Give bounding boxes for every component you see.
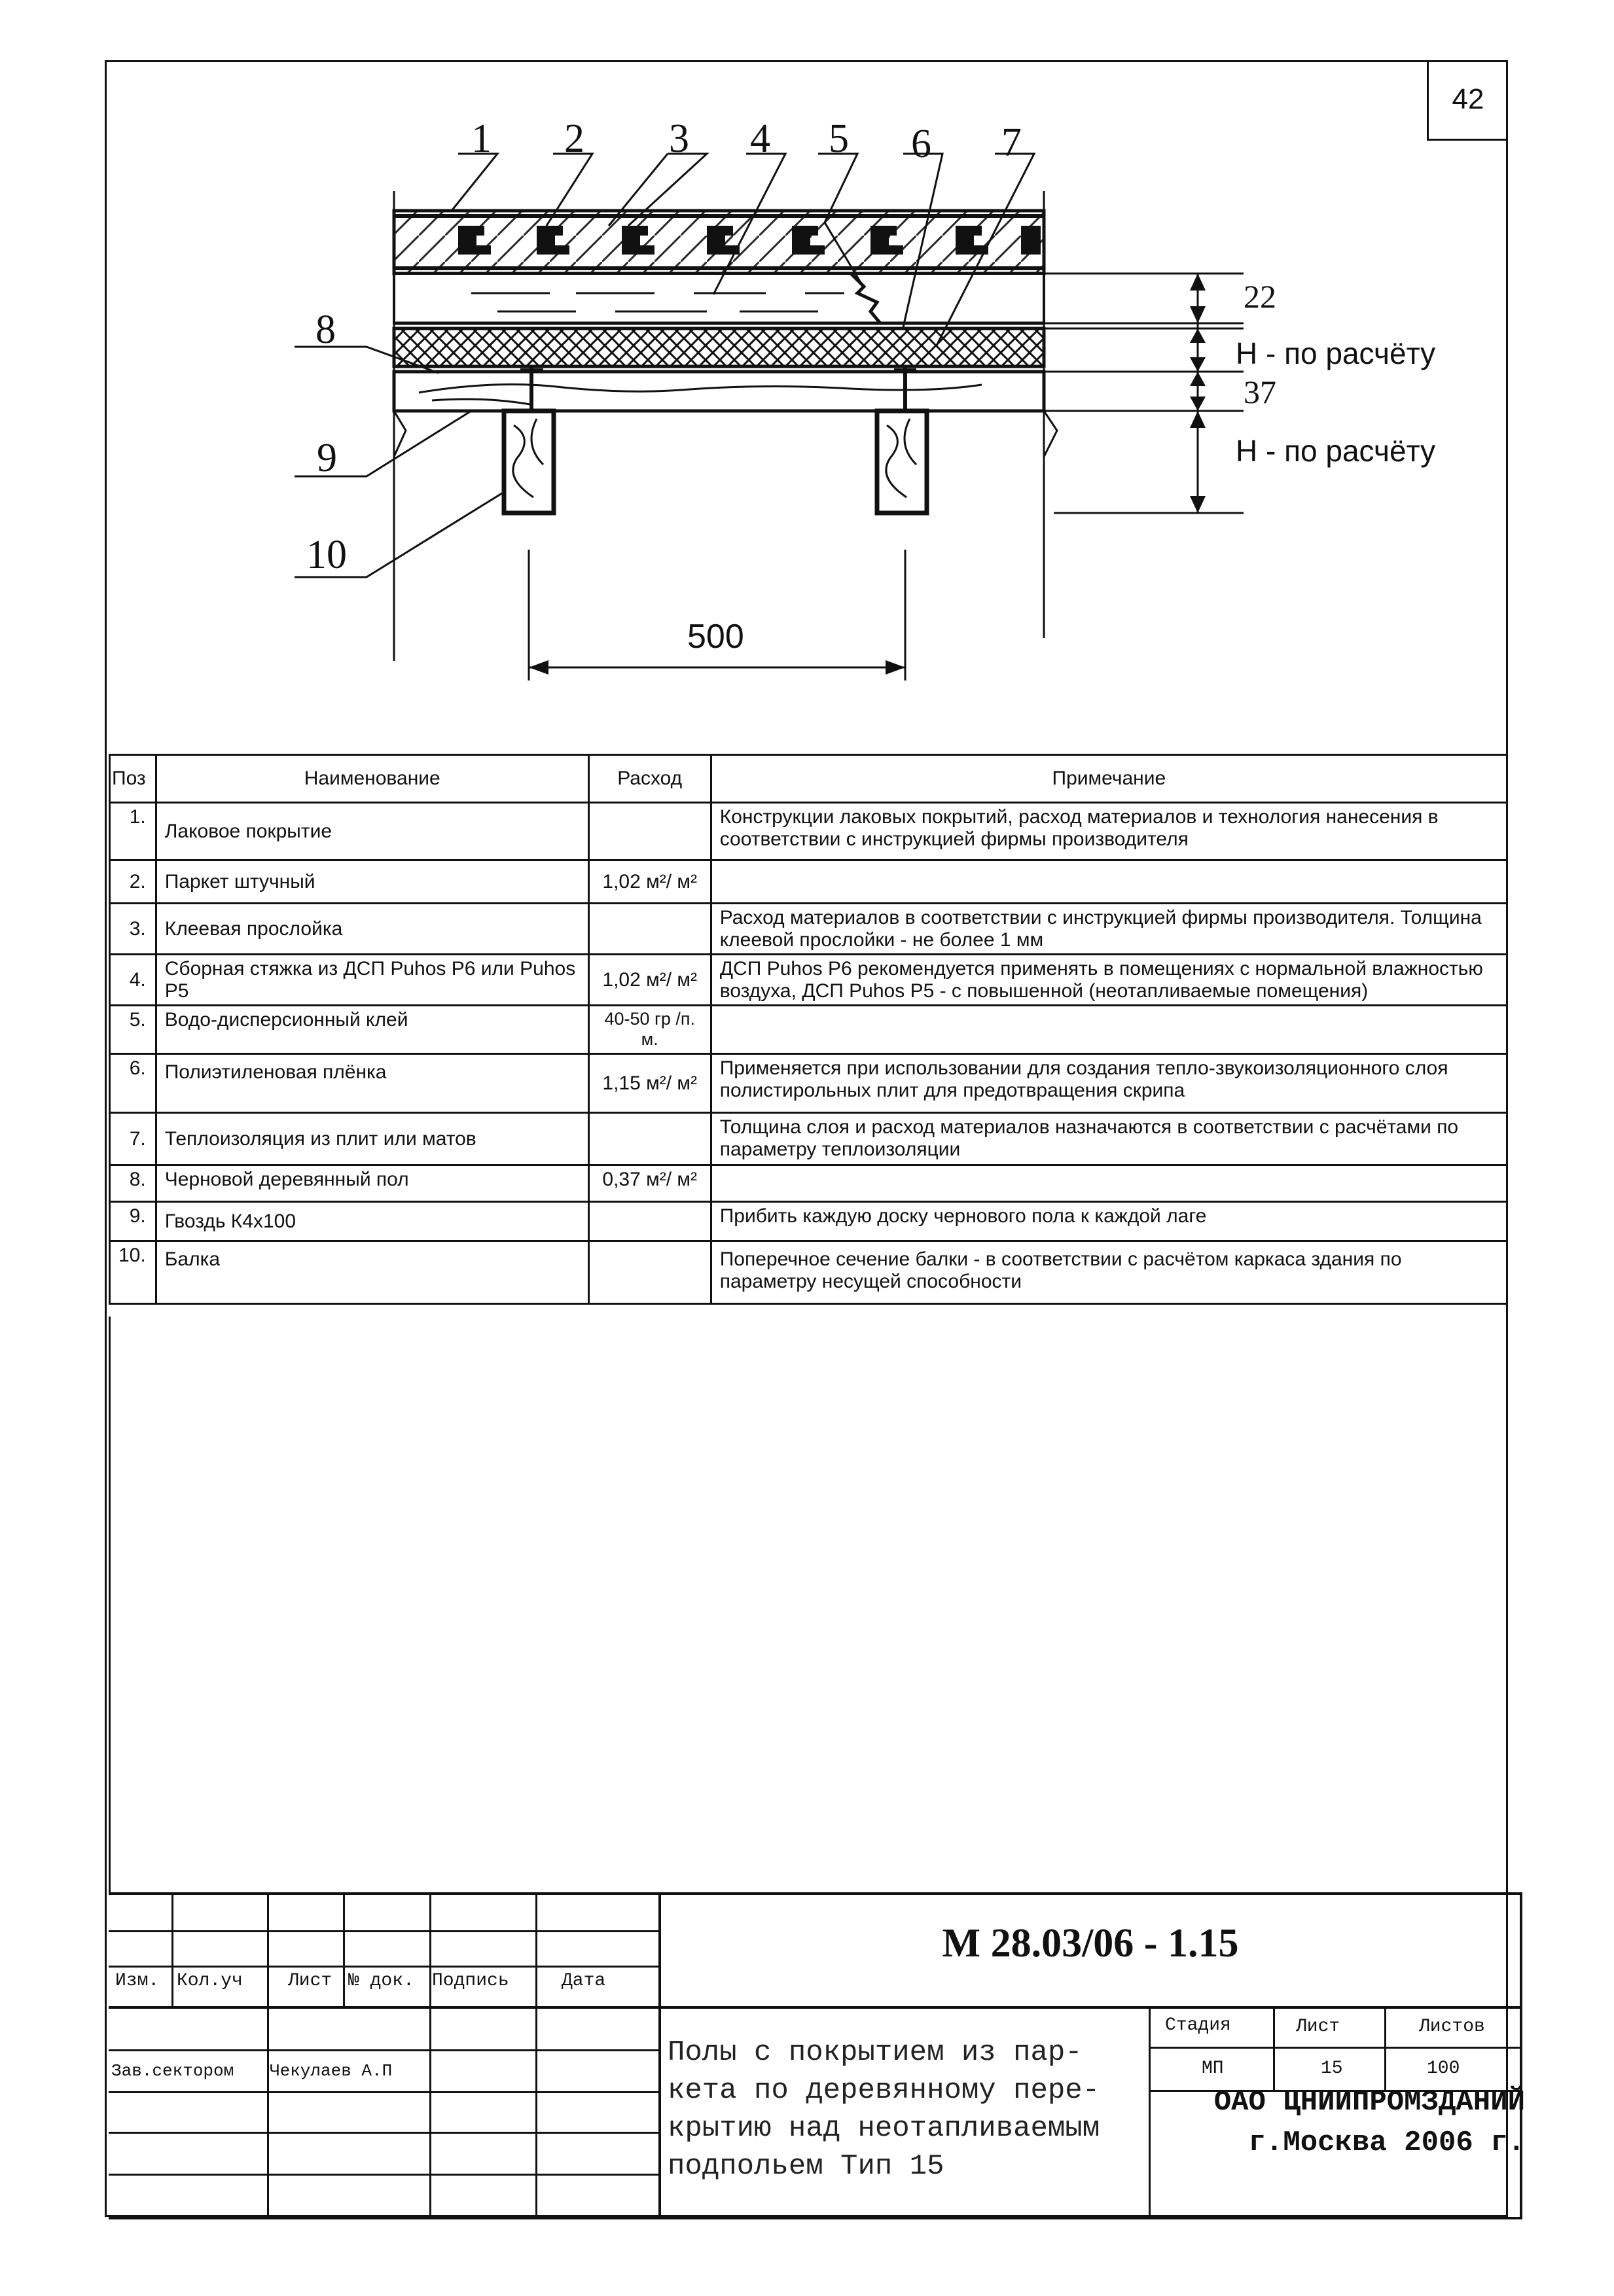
document-title xyxy=(668,2034,1152,2185)
row-name: Теплоизоляция из плит или матов xyxy=(156,1113,588,1165)
row-note: Расход материалов в соответствии с инструкцией фирмы производителя. Толщина клеевой прослойки - не более 1 мм xyxy=(711,904,1507,955)
row-pos: 1. xyxy=(110,803,156,860)
document-code: М 28.03/06 - 1.15 xyxy=(942,1921,1239,1966)
row-pos: 5. xyxy=(110,1006,156,1054)
span-dimension xyxy=(529,550,905,680)
header-note: Примечание xyxy=(711,755,1507,803)
pos-label-6: 6 xyxy=(911,122,931,166)
subfloor-layer xyxy=(394,372,1044,411)
table-row xyxy=(110,955,1507,1006)
row-note: Поперечное сечение балки - в соответствии с расчётом каркаса здания по параметру несущей способности xyxy=(711,1241,1507,1304)
pos-label-5: 5 xyxy=(829,116,849,161)
table-left-rule xyxy=(109,1316,111,1892)
stamp-col-kolvo: Кол.уч xyxy=(177,1971,243,1991)
pos-label-1: 1 xyxy=(471,116,492,161)
organization xyxy=(1158,2082,1525,2163)
row-name: Клеевая прослойка xyxy=(156,904,588,955)
row-pos: 8. xyxy=(110,1165,156,1202)
stamp-person: Чекулаев А.П xyxy=(270,2061,393,2081)
stamp-col-list: Лист xyxy=(288,1971,332,1991)
row-note xyxy=(711,1165,1507,1202)
row-qty xyxy=(588,1241,711,1304)
stamp-col-date: Дата xyxy=(562,1971,606,1991)
dim-h1: Н - по расчёту xyxy=(1236,336,1436,370)
stamp-col-sign: Подпись xyxy=(432,1971,509,1991)
dim-22: 22 xyxy=(1244,278,1276,315)
sheet-value: 15 xyxy=(1321,2058,1343,2079)
insulation-layer xyxy=(394,328,1044,366)
header-name: Наименование xyxy=(156,755,588,803)
sheets-label: Листов xyxy=(1419,2017,1485,2037)
table-row xyxy=(110,1241,1507,1304)
header-qty: Расход xyxy=(588,755,711,803)
stage-value: МП xyxy=(1202,2058,1224,2079)
row-note: Применяется при использовании для создания тепло-звукоизоляционного слоя полистирольных плит для предотвращения скрипа xyxy=(711,1054,1507,1113)
row-qty: 1,02 м²/ м² xyxy=(588,955,711,1006)
specification-table xyxy=(109,754,1508,1305)
stamp-col-izm: Изм. xyxy=(115,1971,160,1991)
row-name: Лаковое покрытие xyxy=(156,803,588,860)
vertical-dimensions xyxy=(1044,274,1244,513)
row-note xyxy=(711,860,1507,904)
row-pos: 2. xyxy=(110,860,156,904)
title-line: подпольем Тип 15 xyxy=(668,2150,944,2183)
floor-section-drawing xyxy=(0,0,1614,752)
title-line: Полы с покрытием из пар- xyxy=(668,2036,1083,2069)
table-row xyxy=(110,1006,1507,1054)
row-name: Балка xyxy=(156,1241,588,1304)
table-row xyxy=(110,904,1507,955)
row-name: Полиэтиленовая плёнка xyxy=(156,1054,588,1113)
row-qty: 0,37 м²/ м² xyxy=(588,1165,711,1202)
pos-label-2: 2 xyxy=(564,116,584,161)
org-city-year: г.Москва 2006 г. xyxy=(1248,2127,1525,2159)
table-row xyxy=(110,860,1507,904)
pos-label-10: 10 xyxy=(306,533,347,577)
table-row xyxy=(110,1165,1507,1202)
row-name: Черновой деревянный пол xyxy=(156,1165,588,1202)
pos-label-9: 9 xyxy=(317,436,337,480)
title-line: кета по деревянному пере- xyxy=(668,2074,1100,2107)
stage-label: Стадия xyxy=(1165,2015,1231,2036)
title-line: крытию над неотапливаемым xyxy=(668,2112,1100,2145)
row-qty: 1,15 м²/ м² xyxy=(588,1054,711,1113)
row-name: Сборная стяжка из ДСП Puhos P6 или Puhos P5 xyxy=(156,955,588,1006)
sheet-number: 42 xyxy=(1427,60,1507,141)
table-header-row xyxy=(110,755,1507,803)
row-name: Водо-дисперсионный клей xyxy=(156,1006,588,1054)
row-note: Прибить каждую доску чернового пола к каждой лаге xyxy=(711,1202,1507,1241)
stamp-col-doc: № док. xyxy=(348,1971,414,1991)
row-qty xyxy=(588,1202,711,1241)
row-qty xyxy=(588,904,711,955)
dim-37: 37 xyxy=(1244,374,1276,410)
row-pos: 4. xyxy=(110,955,156,1006)
header-pos: Поз xyxy=(110,755,156,803)
joist-sections xyxy=(504,411,927,513)
dim-500: 500 xyxy=(687,618,744,656)
table-row xyxy=(110,1202,1507,1241)
row-pos: 10. xyxy=(110,1241,156,1304)
pos-label-8: 8 xyxy=(315,308,336,352)
parquet-layer xyxy=(394,211,1044,274)
row-note: Толщина слоя и расход материалов назначаются в соответствии с расчётами по параметру теплоизоляции xyxy=(711,1113,1507,1165)
dim-h2: Н - по расчёту xyxy=(1236,434,1436,468)
row-name: Паркет штучный xyxy=(156,860,588,904)
pos-label-7: 7 xyxy=(1001,120,1022,165)
table-row xyxy=(110,1054,1507,1113)
table-row xyxy=(110,803,1507,860)
row-qty: 1,02 м²/ м² xyxy=(588,860,711,904)
row-name: Гвоздь К4х100 xyxy=(156,1202,588,1241)
org-name: ОАО ЦНИИПРОМЗДАНИЙ xyxy=(1213,2086,1525,2119)
row-qty: 40-50 гр /п. м. xyxy=(588,1006,711,1054)
row-note: Конструкции лаковых покрытий, расход материалов и технология нанесения в соответствии с инструкцией фирмы производителя xyxy=(711,803,1507,860)
table-row xyxy=(110,1113,1507,1165)
pos-label-3: 3 xyxy=(669,116,689,161)
row-pos: 3. xyxy=(110,904,156,955)
row-note xyxy=(711,1006,1507,1054)
table-right-rule xyxy=(1506,1316,1508,1892)
row-note: ДСП Puhos P6 рекомендуется применять в помещениях с нормальной влажностью воздуха, ДСП Puhos P5 - с повышенной (неотапливаемые помещения) xyxy=(711,955,1507,1006)
row-pos: 7. xyxy=(110,1113,156,1165)
pos-label-4: 4 xyxy=(750,116,770,161)
row-qty xyxy=(588,1113,711,1165)
sheets-value: 100 xyxy=(1427,2058,1460,2079)
row-qty xyxy=(588,803,711,860)
sheet-label: Лист xyxy=(1296,2017,1340,2037)
stamp-role: Зав.сектором xyxy=(111,2061,234,2081)
screed-layer xyxy=(394,274,1044,323)
row-pos: 6. xyxy=(110,1054,156,1113)
row-pos: 9. xyxy=(110,1202,156,1241)
